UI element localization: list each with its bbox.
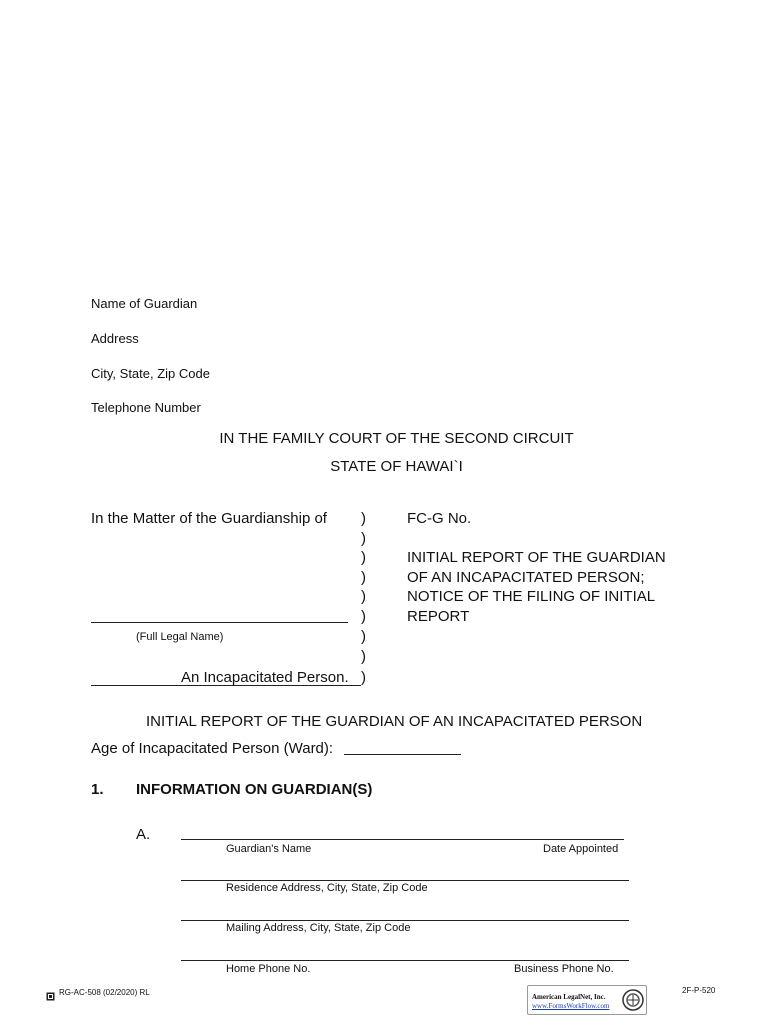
publisher-website[interactable]: www.FormsWorkFlow.com: [532, 1002, 610, 1010]
subsection-a-label: A.: [136, 826, 151, 843]
court-title: IN THE FAMILY COURT OF THE SECOND CIRCUIT: [219, 430, 574, 447]
incapacitated-person-label: An Incapacitated Person.: [181, 669, 349, 686]
city-state-zip-label: City, State, Zip Code: [91, 366, 210, 381]
caption-paren: ): [361, 569, 366, 586]
caption-paren: ): [361, 510, 366, 527]
caption-paren: ): [361, 530, 366, 547]
guardian-name-caption: Guardian's Name: [226, 843, 312, 855]
home-phone-caption: Home Phone No.: [226, 963, 311, 975]
age-input-line[interactable]: [344, 754, 461, 755]
section-number: 1.: [91, 781, 104, 798]
form-code: RG-AC-508 (02/2020) RL: [59, 988, 150, 997]
full-legal-name-line: [91, 622, 348, 623]
mailing-address-line[interactable]: [181, 920, 629, 921]
section-title: INFORMATION ON GUARDIAN(S): [136, 781, 373, 798]
business-phone-caption: Business Phone No.: [514, 963, 614, 975]
document-title-line: INITIAL REPORT OF THE GUARDIAN: [407, 549, 666, 566]
mailing-address-caption: Mailing Address, City, State, Zip Code: [226, 922, 411, 934]
age-label: Age of Incapacitated Person (Ward):: [91, 740, 334, 757]
full-legal-name-label: (Full Legal Name): [136, 631, 224, 643]
phone-line[interactable]: [181, 960, 629, 961]
caption-paren: ): [361, 628, 366, 645]
guardian-name-label: Name of Guardian: [91, 296, 198, 311]
page-code: 2F-P-520: [682, 986, 716, 995]
document-title-line: OF AN INCAPACITATED PERSON;: [407, 569, 645, 586]
state-title: STATE OF HAWAI`I: [330, 458, 463, 475]
residence-address-caption: Residence Address, City, State, Zip Code: [226, 882, 428, 894]
guardian-name-line[interactable]: [181, 839, 624, 840]
matter-label: In the Matter of the Guardianship of: [91, 510, 327, 527]
caption-paren: ): [361, 549, 366, 566]
caption-paren: ): [361, 648, 366, 665]
caption-paren: ): [361, 588, 366, 605]
document-title-line: NOTICE OF THE FILING OF INITIAL: [407, 588, 656, 605]
residence-address-line[interactable]: [181, 880, 629, 881]
form-stamp-icon: [46, 988, 55, 997]
report-title: INITIAL REPORT OF THE GUARDIAN OF AN INCAPACITATED PERSON: [146, 713, 643, 730]
publisher-logo-icon: [622, 989, 644, 1016]
document-title-line: REPORT: [407, 608, 470, 625]
telephone-label: Telephone Number: [91, 400, 201, 415]
caption-paren: ): [361, 669, 366, 686]
publisher-badge[interactable]: [527, 985, 647, 1015]
date-appointed-caption: Date Appointed: [543, 843, 619, 855]
case-number-label: FC-G No.: [407, 510, 472, 527]
caption-paren: ): [361, 608, 366, 625]
address-label: Address: [91, 331, 139, 346]
publisher-name: American LegalNet, Inc.: [532, 993, 606, 1001]
